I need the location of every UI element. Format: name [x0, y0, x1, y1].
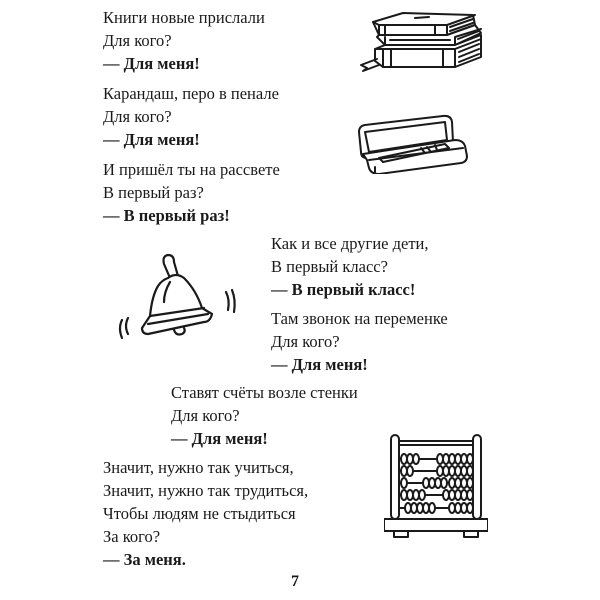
stanza-line: Как и все другие дети, [271, 234, 429, 253]
books-stack-icon [355, 5, 485, 73]
stanza-line: Книги новые прислали [103, 8, 265, 27]
stanza-2 [103, 82, 279, 151]
page-number-text: 7 [291, 573, 299, 590]
ringing-bell-icon [118, 252, 238, 340]
stanza-7 [103, 456, 308, 571]
stanza-line: Для кого? [103, 31, 172, 50]
stanza-line: И пришёл ты на рассвете [103, 160, 280, 179]
stanza-answer: — Для меня! [171, 429, 268, 448]
stanza-answer: — За меня. [103, 550, 186, 569]
stanza-answer: — Для меня! [271, 355, 368, 374]
page-number [0, 573, 600, 591]
stanza-line: Значит, нужно так учиться, [103, 458, 294, 477]
stanza-answer: — В первый класс! [271, 280, 416, 299]
abacus-icon [384, 433, 488, 543]
stanza-answer: — Для меня! [103, 130, 200, 149]
stanza-line: Значит, нужно так трудиться, [103, 481, 309, 500]
stanza-line: В первый раз? [103, 183, 204, 202]
stanza-4 [271, 232, 428, 301]
stanza-line: Ставят счёты возле стенки [171, 383, 358, 402]
stanza-line: Карандаш, перо в пенале [103, 84, 279, 103]
stanza-line: Для кого? [171, 406, 240, 425]
stanza-answer: — В первый раз! [103, 206, 230, 225]
stanza-line: Чтобы людям не стыдиться [103, 504, 296, 523]
pencil-case-icon [355, 112, 475, 174]
stanza-line: Там звонок на переменке [271, 309, 448, 328]
stanza-line: В первый класс? [271, 257, 388, 276]
stanza-6 [171, 381, 358, 450]
stanza-1 [103, 6, 265, 75]
stanza-line: Для кого? [271, 332, 340, 351]
stanza-5 [271, 307, 448, 376]
stanza-line: Для кого? [103, 107, 172, 126]
stanza-line: За кого? [103, 527, 161, 546]
stanza-answer: — Для меня! [103, 54, 200, 73]
stanza-3 [103, 158, 280, 227]
